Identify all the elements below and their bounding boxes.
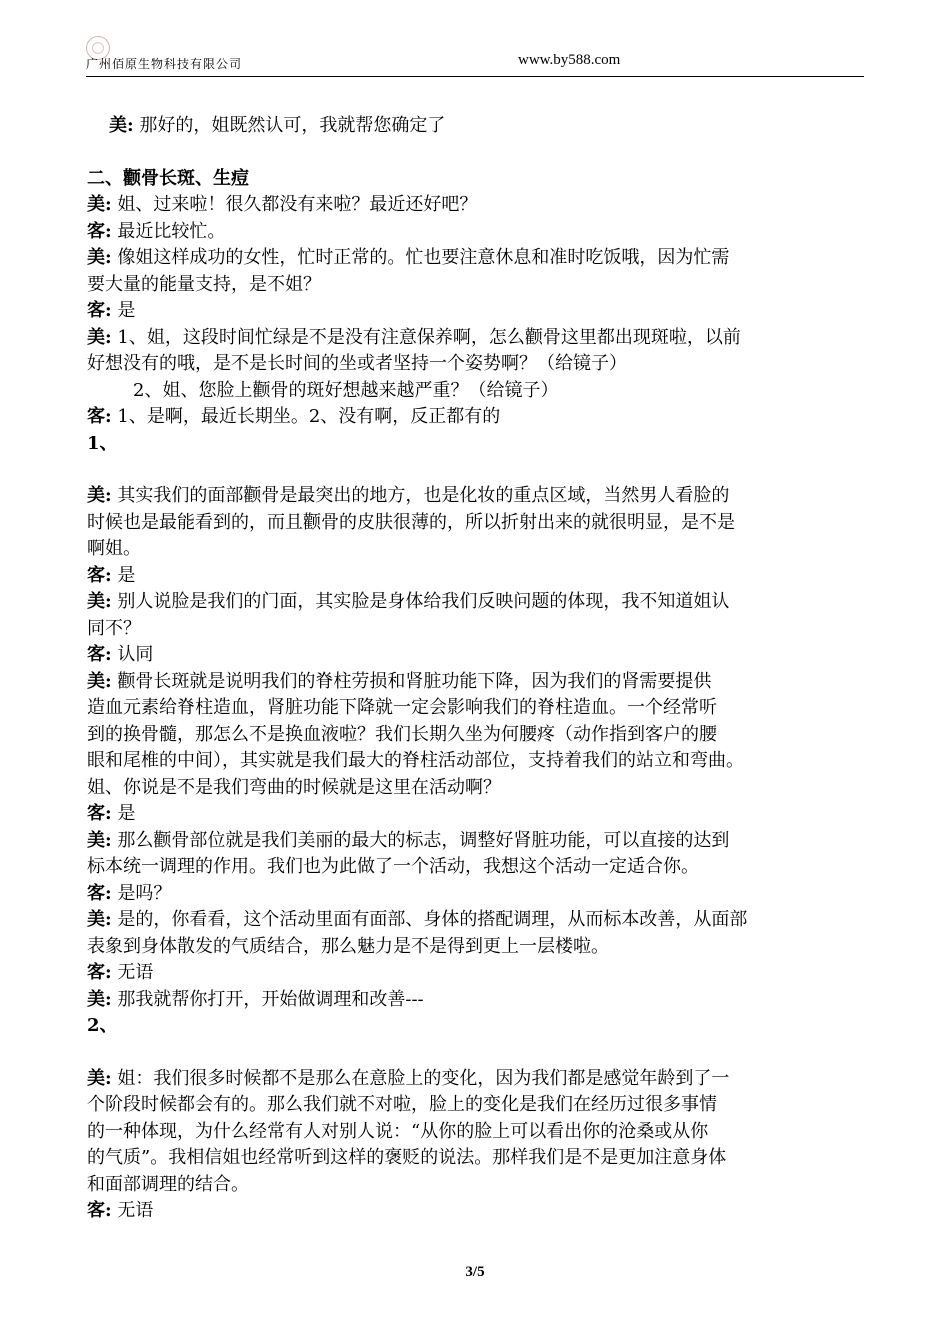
dialogue-line (87, 404, 867, 431)
dialogue-line (87, 669, 867, 696)
dialogue-continuation: 2、姐、您脸上颧骨的斑好想越来越严重？（给镜子） (133, 379, 559, 401)
company-website: www.by588.com (518, 52, 621, 68)
dialogue-line (87, 483, 867, 510)
dialogue-continuation: 和面部调理的结合。 (87, 1173, 249, 1195)
speaker-label: 美: (87, 988, 112, 1010)
dialogue-text: 姐：我们很多时候都不是那么在意脸上的变化，因为我们都是感觉年龄到了一 (111, 1067, 730, 1089)
dialogue-line (87, 1066, 867, 1093)
speaker-label: 客: (87, 220, 112, 242)
dialogue-text: 是 (111, 300, 136, 321)
dialogue-continuation: 造血元素给脊柱造血，肾脏功能下降就一定会影响我们的脊柱造血。一个经常听 (87, 697, 717, 718)
dialogue-text: 其实我们的面部颧骨是最突出的地方，也是化妆的重点区域，当然男人看脸的 (111, 485, 730, 506)
dialogue-continuation: 眼和尾椎的中间），其实就是我们最大的脊柱活动部位，支持着我们的站立和弯曲。 (87, 750, 744, 771)
speaker-label: 客: (87, 644, 112, 665)
subsection-number: 1、 (87, 432, 118, 454)
subsection-number: 2、 (87, 1015, 118, 1036)
dialogue-continuation: 的一种体现，为什么经常有人对别人说：“从你的脸上可以看出你的沧桑或从你 (87, 1120, 709, 1142)
company-name: 广州佰原生物科技有限公司 (86, 57, 243, 71)
speaker-label: 美: (109, 115, 134, 136)
dialogue-line (87, 245, 867, 272)
dialogue-text: 是 (111, 564, 136, 586)
document-body (87, 113, 867, 1225)
dialogue-line (87, 1198, 867, 1225)
speaker-label: 美: (87, 194, 112, 215)
dialogue-continuation: 标本统一调理的作用。我们也为此做了一个活动，我想这个活动一定适合你。 (87, 856, 699, 877)
dialogue-line (87, 828, 867, 855)
dialogue-line (87, 589, 867, 616)
speaker-label: 客: (87, 1200, 112, 1221)
dialogue-text: 别人说脸是我们的门面，其实脸是身体给我们反映问题的体现，我不知道姐认 (111, 591, 730, 612)
dialogue-text: 那我就帮你打开，开始做调理和改善--- (111, 988, 424, 1010)
dialogue-continuation: 好想没有的哦，是不是长时间的坐或者坚持一个姿势啊？（给镜子） (87, 353, 627, 374)
speaker-label: 美: (87, 1067, 112, 1089)
dialogue-text: 1、姐，这段时间忙绿是不是没有注意保养啊，怎么颧骨这里都出现斑啦，以前 (111, 326, 741, 348)
dialogue-text: 是 (111, 803, 136, 824)
speaker-label: 美: (87, 909, 112, 930)
speaker-label: 客: (87, 564, 112, 586)
page-separator: / (472, 1264, 478, 1280)
dialogue-text: 1、是啊，最近长期坐。2、没有啊，反正都有的 (111, 406, 501, 427)
dialogue-text: 是的，你看看，这个活动里面有面部、身体的搭配调理，从而标本改善，从面部 (111, 909, 748, 930)
page-footer (0, 1264, 950, 1281)
speaker-label: 客: (87, 406, 112, 427)
dialogue-continuation: 时候也是最能看到的，而且颧骨的皮肤很薄的，所以折射出来的就很明显，是不是 (87, 511, 735, 533)
dialogue-line (87, 881, 867, 908)
page-total: 5 (477, 1264, 485, 1280)
dialogue-continuation: 到的换骨髓，那怎么不是换血液啦？我们长期久坐为何腰疼（动作指到客户的腰 (87, 723, 717, 745)
speaker-label: 客: (87, 803, 112, 824)
dialogue-text: 认同 (111, 644, 154, 665)
dialogue-line (87, 298, 867, 325)
dialogue-line (87, 219, 867, 246)
dialogue-text: 是吗？ (111, 882, 172, 904)
dialogue-continuation: 的气质”。我相信姐也经常听到这样的褒贬的说法。那样我们是不是更加注意身体 (87, 1147, 727, 1168)
dialogue-line (87, 960, 867, 987)
dialogue-line (87, 113, 867, 140)
dialogue-line (87, 642, 867, 669)
speaker-label: 美: (87, 591, 112, 612)
speaker-label: 美: (87, 485, 112, 506)
dialogue-continuation: 要大量的能量支持，是不姐？ (87, 273, 321, 295)
speaker-label: 美: (87, 829, 112, 851)
dialogue-line (87, 563, 867, 590)
page-number: 3 (465, 1264, 473, 1280)
dialogue-text: 最近比较忙。 (111, 220, 226, 242)
speaker-label: 美: (87, 326, 112, 348)
dialogue-text: 无语 (111, 1200, 154, 1221)
dialogue-line (87, 907, 867, 934)
dialogue-continuation: 啊姐。 (87, 538, 141, 559)
speaker-label: 美: (87, 670, 112, 692)
speaker-label: 客: (87, 962, 112, 983)
dialogue-text: 颧骨长斑就是说明我们的脊柱劳损和肾脏功能下降，因为我们的肾需要提供 (111, 670, 712, 692)
dialogue-text: 那好的，姐既然认可，我就帮您确定了 (133, 115, 446, 136)
dialogue-continuation: 同不？ (87, 617, 141, 639)
dialogue-line (87, 801, 867, 828)
dialogue-text: 姐、过来啦！很久都没有来啦？最近还好吧？ (111, 194, 478, 215)
speaker-label: 美: (87, 247, 112, 268)
dialogue-text: 像姐这样成功的女性，忙时正常的。忙也要注意休息和准时吃饭哦，因为忙需 (111, 247, 730, 268)
section-heading: 二、颧骨长斑、生痘 (87, 167, 249, 189)
speaker-label: 客: (87, 882, 112, 904)
page-header (86, 40, 864, 77)
dialogue-continuation: 个阶段时候都会有的。那么我们就不对啦，脸上的变化是我们在经历过很多事情 (87, 1094, 717, 1115)
dialogue-continuation: 表象到身体散发的气质结合，那么魅力是不是得到更上一层楼啦。 (87, 935, 609, 957)
dialogue-continuation: 姐、你说是不是我们弯曲的时候就是这里在活动啊？ (87, 776, 501, 798)
dialogue-text: 那么颧骨部位就是我们美丽的最大的标志，调整好肾脏功能，可以直接的达到 (111, 829, 730, 851)
dialogue-line (87, 987, 867, 1014)
dialogue-line (87, 325, 867, 352)
dialogue-line (87, 192, 867, 219)
speaker-label: 客: (87, 300, 112, 321)
dialogue-text: 无语 (111, 962, 154, 983)
